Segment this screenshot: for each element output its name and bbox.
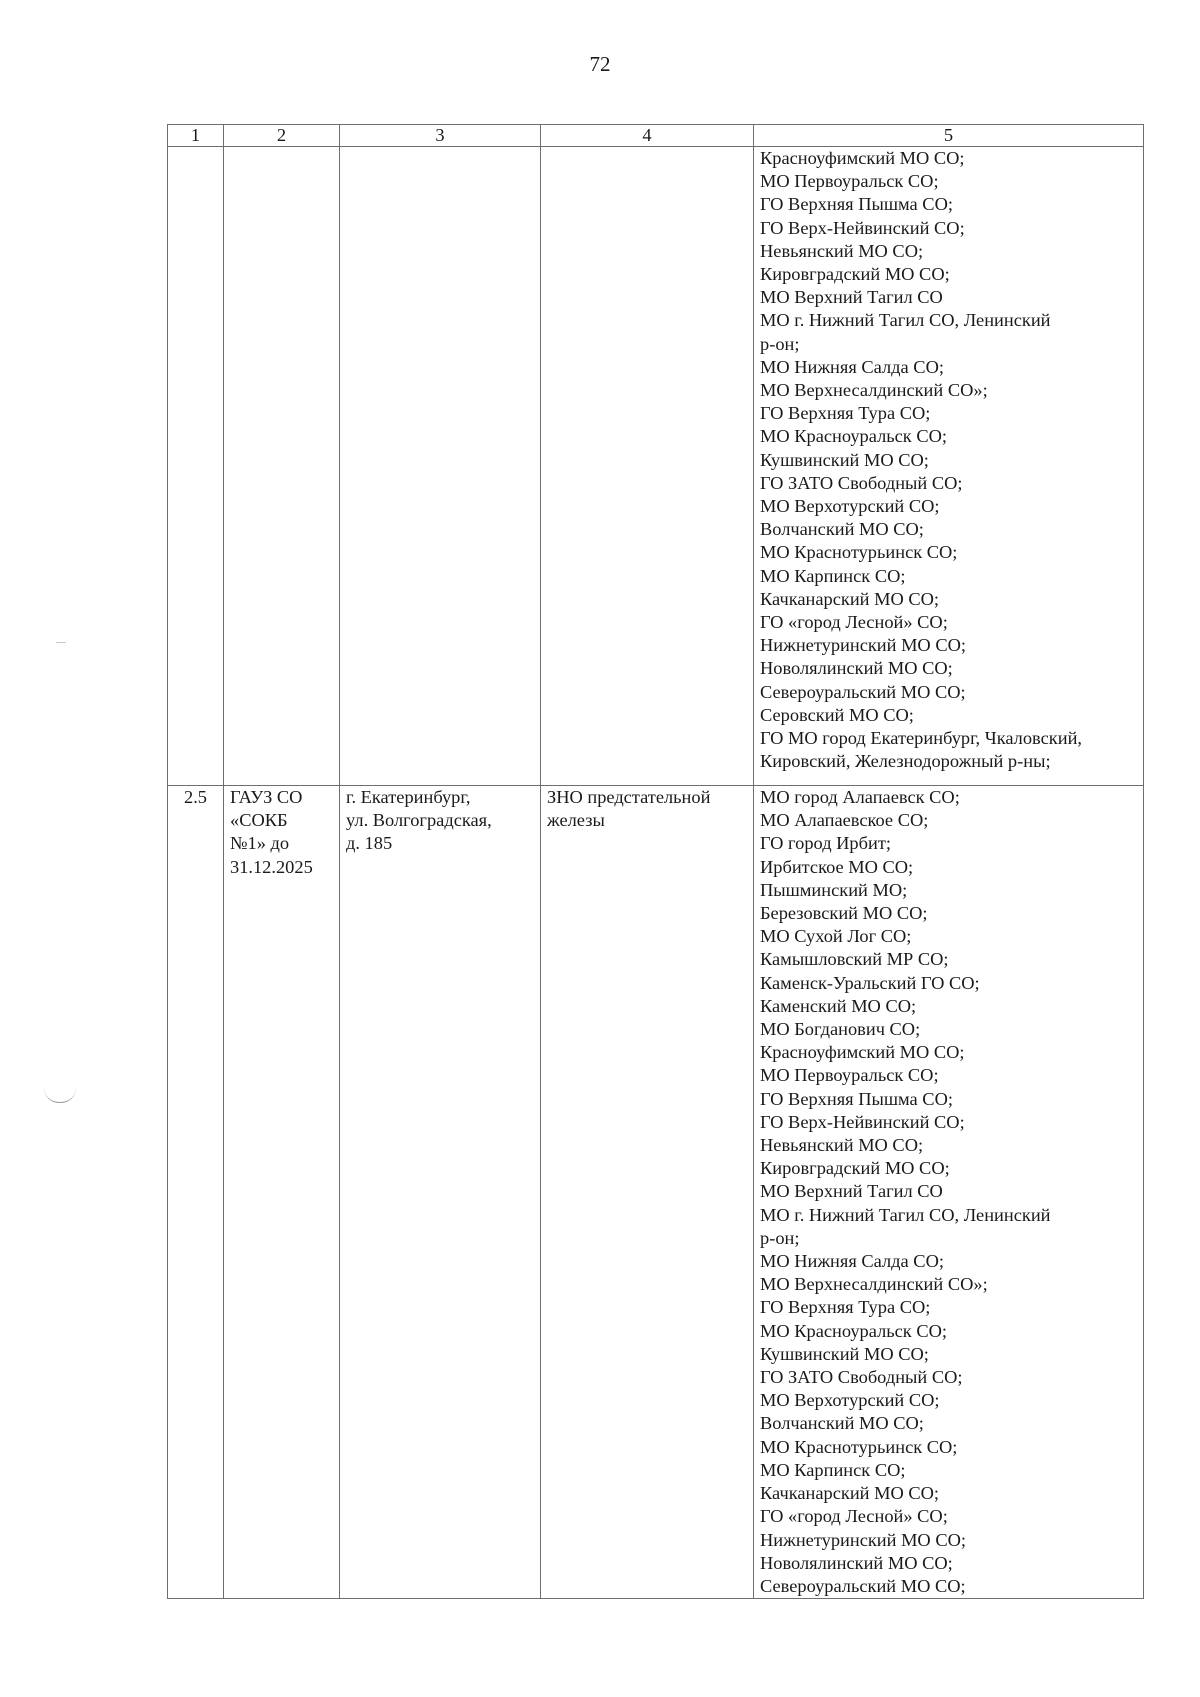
text-line: ГО Верхняя Тура СО; bbox=[760, 1297, 931, 1318]
cell-diagnosis bbox=[541, 786, 754, 1599]
text-line: Невьянский МО СО; bbox=[760, 1135, 924, 1156]
column-header-1: 1 bbox=[168, 125, 224, 147]
text-line: ГО Верх-Нейвинский СО; bbox=[760, 217, 965, 238]
text-line: д. 185 bbox=[346, 833, 393, 854]
text-line: МО Нижняя Салда СО; bbox=[760, 1251, 944, 1272]
text-line: ул. Волгоградская, bbox=[346, 810, 492, 831]
text-line: МО г. Нижний Тагил СО, Ленинский bbox=[760, 310, 1051, 331]
text-line: Качканарский МО СО; bbox=[760, 1483, 939, 1504]
page-number: 72 bbox=[589, 52, 611, 76]
text-line: ГАУЗ СО bbox=[230, 787, 303, 807]
text-line: ГО «город Лесной» СО; bbox=[760, 612, 948, 633]
text-line: МО Краснотурьинск СО; bbox=[760, 542, 958, 563]
text-line: Кировградский МО СО; bbox=[760, 1158, 950, 1179]
text-line: МО город Алапаевск СО; bbox=[760, 787, 960, 807]
text-line: Камышловский МР СО; bbox=[760, 949, 949, 970]
document-table bbox=[167, 124, 1144, 1599]
text-line: Нижнетуринский МО СО; bbox=[760, 1529, 966, 1550]
text-line: Красноуфимский МО СО; bbox=[760, 1042, 965, 1063]
text-line: ГО МО город Екатеринбург, Чкаловский, bbox=[760, 728, 1083, 749]
text-line: Новолялинский МО СО; bbox=[760, 1552, 953, 1573]
text-line: 31.12.2025 bbox=[230, 856, 313, 877]
text-line: Кировградский МО СО; bbox=[760, 264, 950, 285]
text-line: МО Красноуральск СО; bbox=[760, 426, 947, 447]
cell-address bbox=[340, 786, 541, 1599]
text-line: Североуральский МО СО; bbox=[760, 1575, 966, 1596]
text-line: Нижнетуринский МО СО; bbox=[760, 635, 966, 656]
text-line: Красноуфимский МО СО; bbox=[760, 148, 965, 168]
text-line: ГО Верх-Нейвинский СО; bbox=[760, 1111, 965, 1132]
text-line: ЗНО предстательной bbox=[547, 787, 711, 807]
text-line: №1» до bbox=[230, 833, 290, 854]
text-line: МО Верхотурский СО; bbox=[760, 1390, 940, 1411]
cell-address bbox=[340, 147, 541, 786]
text-line: г. Екатеринбург, bbox=[346, 787, 471, 807]
text-line: Кушвинский МО СО; bbox=[760, 1343, 929, 1364]
column-header-4: 4 bbox=[541, 125, 754, 147]
text-line: МО Карпинск СО; bbox=[760, 1459, 906, 1480]
text-line: ГО ЗАТО Свободный СО; bbox=[760, 1367, 963, 1388]
text-line: Невьянский МО СО; bbox=[760, 240, 924, 261]
text-line: МО Карпинск СО; bbox=[760, 565, 906, 586]
cell-number bbox=[168, 147, 224, 786]
table-row bbox=[168, 786, 1144, 1599]
table-header-row bbox=[168, 125, 1144, 147]
text-line: МО г. Нижний Тагил СО, Ленинский bbox=[760, 1204, 1051, 1225]
text-line: Кушвинский МО СО; bbox=[760, 449, 929, 470]
text-line: Качканарский МО СО; bbox=[760, 588, 939, 609]
text-line: Серовский МО СО; bbox=[760, 704, 914, 725]
text-line: Ирбитское МО СО; bbox=[760, 856, 914, 877]
text-line: Волчанский МО СО; bbox=[760, 519, 924, 540]
column-header-5: 5 bbox=[754, 125, 1144, 147]
text-line: ГО Верхняя Пышма СО; bbox=[760, 1088, 953, 1109]
text-line: Североуральский МО СО; bbox=[760, 681, 966, 702]
text-line: МО Первоуральск СО; bbox=[760, 1065, 939, 1086]
text-line: «СОКБ bbox=[230, 810, 288, 831]
cell-organization bbox=[224, 147, 340, 786]
column-header-2: 2 bbox=[224, 125, 340, 147]
text-line: МО Верхний Тагил СО bbox=[760, 1181, 943, 1202]
text-line: р-он; bbox=[760, 1227, 800, 1248]
text-line: Новолялинский МО СО; bbox=[760, 658, 953, 679]
text-line: МО Богданович СО; bbox=[760, 1019, 921, 1040]
column-header-3: 3 bbox=[340, 125, 541, 147]
cell-number: 2.5 bbox=[168, 786, 224, 1599]
text-line: МО Верхнесалдинский СО»; bbox=[760, 380, 988, 401]
cell-organization bbox=[224, 786, 340, 1599]
text-line: р-он; bbox=[760, 333, 800, 354]
margin-pen-mark bbox=[44, 1088, 76, 1103]
text-line: ГО ЗАТО Свободный СО; bbox=[760, 472, 963, 493]
cell-territories bbox=[754, 786, 1144, 1599]
text-line: ГО Верхняя Пышма СО; bbox=[760, 194, 953, 215]
text-line: Кировский, Железнодорожный р-ны; bbox=[760, 751, 1051, 772]
text-line: МО Красноуральск СО; bbox=[760, 1320, 947, 1341]
text-line: МО Алапаевское СО; bbox=[760, 810, 929, 831]
text-line: МО Сухой Лог СО; bbox=[760, 926, 912, 947]
cell-diagnosis bbox=[541, 147, 754, 786]
text-line: ГО «город Лесной» СО; bbox=[760, 1506, 948, 1527]
text-line: МО Первоуральск СО; bbox=[760, 171, 939, 192]
table-row bbox=[168, 147, 1144, 786]
cell-territories bbox=[754, 147, 1144, 786]
text-line: МО Верхнесалдинский СО»; bbox=[760, 1274, 988, 1295]
text-line: Пышминский МО; bbox=[760, 879, 908, 900]
text-line: ГО город Ирбит; bbox=[760, 833, 891, 854]
text-line: МО Краснотурьинск СО; bbox=[760, 1436, 958, 1457]
margin-dash-mark bbox=[56, 642, 66, 643]
text-line: Волчанский МО СО; bbox=[760, 1413, 924, 1434]
text-line: Каменский МО СО; bbox=[760, 995, 917, 1016]
text-line: МО Верхотурский СО; bbox=[760, 496, 940, 517]
text-line: железы bbox=[547, 810, 605, 831]
text-line: МО Верхний Тагил СО bbox=[760, 287, 943, 308]
text-line: ГО Верхняя Тура СО; bbox=[760, 403, 931, 424]
text-line: МО Нижняя Салда СО; bbox=[760, 356, 944, 377]
text-line: Березовский МО СО; bbox=[760, 903, 928, 924]
text-line: Каменск-Уральский ГО СО; bbox=[760, 972, 980, 993]
